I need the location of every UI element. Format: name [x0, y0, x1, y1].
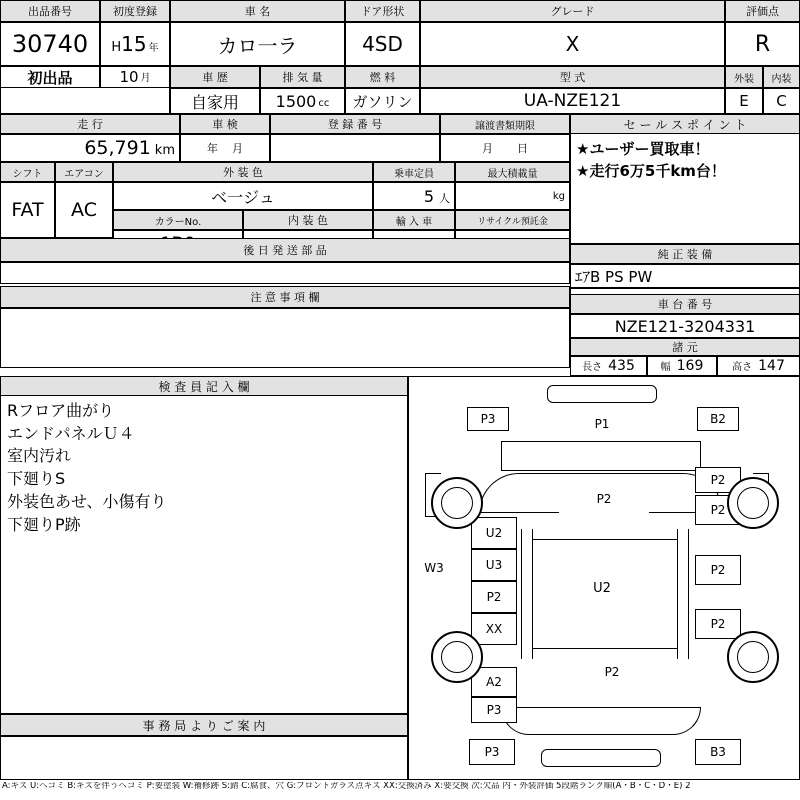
exterior-score-label: 外装 — [725, 66, 763, 88]
mark-front-right: B2 — [697, 407, 739, 431]
inspection-label: 車 検 — [180, 114, 270, 134]
height-value: 147 — [758, 358, 785, 374]
mark-left-w3: W3 — [419, 555, 449, 581]
rear-bumper — [541, 749, 661, 767]
interior-score-value: C — [763, 88, 800, 114]
first-registration-value — [100, 22, 170, 66]
exterior-color-label: 外 装 色 — [113, 162, 373, 182]
mileage-label: 走 行 — [0, 114, 180, 134]
inspection-month-unit: 月 — [232, 142, 243, 155]
transfer-day-unit: 日 — [517, 142, 528, 155]
spec-length — [570, 356, 647, 376]
width-label: 幅 — [660, 362, 671, 373]
reg-month-unit: 月 — [140, 73, 151, 84]
hood-front-panel — [501, 441, 701, 471]
spec-height — [717, 356, 800, 376]
mark-hood-center: P1 — [581, 413, 623, 435]
ac-value: AC — [55, 182, 113, 238]
seats-value — [373, 182, 455, 210]
door-shape-value: 4SD — [345, 22, 420, 66]
mark-right-p1: P2 — [695, 495, 741, 525]
office-notice-value — [0, 736, 408, 780]
inspector-note: エンドパネルＵ４ — [7, 423, 135, 443]
displacement-value — [260, 88, 345, 114]
registration-no-value — [270, 134, 440, 162]
model-code-value: UA-NZE121 — [420, 88, 725, 114]
mark-rear-left-p3: P3 — [471, 697, 517, 723]
mileage-value — [0, 134, 180, 162]
wheel-rear-right-inner — [737, 641, 769, 673]
car-name-value: カロ一ラ — [170, 22, 345, 66]
interior-color-label: 内 装 色 — [243, 210, 373, 230]
import-label: 輸 入 車 — [373, 210, 455, 230]
wheel-front-right-inner — [737, 487, 769, 519]
top-left-blank — [0, 88, 170, 114]
length-label: 長さ — [582, 362, 603, 373]
first-registration-month — [100, 66, 170, 88]
inspector-notes-label: 検 査 員 記 入 欄 — [0, 376, 408, 396]
inspection-value — [180, 134, 270, 162]
mark-left-u2: U2 — [471, 517, 517, 549]
first-exhibit-badge: 初出品 — [0, 66, 100, 88]
inspector-note: 下廻りP跡 — [7, 514, 81, 534]
reg-month: 10 — [119, 68, 139, 86]
max-load-label: 最大積載量 — [455, 162, 570, 182]
inspector-note: 室内汚れ — [7, 446, 72, 466]
first-registration-label: 初度登録 — [100, 0, 170, 22]
inspector-note: Rフロア曲がり — [7, 401, 115, 420]
transfer-month-unit: 月 — [482, 142, 493, 155]
office-notice-label: 事 務 局 よ り ご 案 内 — [0, 714, 408, 736]
model-code-label: 型 式 — [420, 66, 725, 88]
mark-rear-left-p3-2: P3 — [469, 739, 515, 765]
front-bumper — [547, 385, 657, 403]
chassis-no-value: NZE121-3204331 — [570, 314, 800, 338]
legend-text: A:キズ U:ヘコミ B:キズを伴うヘコミ P:要塗装 W:補修跡 S:錆 C:腐食、穴 G:フロントガラス点キズ XX:交換済み X:要交換 次:欠品 内・外装評価 5段階ランク順(A・B・C・D・E) 2 — [2, 782, 691, 791]
seats-unit: 人 — [439, 191, 450, 205]
seats-label: 乗車定員 — [373, 162, 455, 182]
recycle-deposit-label: リサイクル預託金 — [455, 210, 570, 230]
exterior-score-value: E — [725, 88, 763, 114]
mark-left-p2: P2 — [471, 581, 517, 613]
inspector-note: 下廻りS — [7, 469, 66, 489]
shift-label: シフト — [0, 162, 55, 182]
sales-point-line: ★走行6万5千km台！ — [576, 161, 726, 180]
width-value: 169 — [676, 358, 704, 374]
grade-label: グレード — [420, 0, 725, 22]
mark-left-u3: U3 — [471, 549, 517, 581]
spec-label: 諸 元 — [570, 338, 800, 356]
later-shipment-parts-value — [0, 262, 570, 284]
chassis-no-label: 車 台 番 号 — [570, 294, 800, 314]
notice-label: 注 意 事 項 欄 — [0, 286, 570, 308]
mark-cabin-center: U2 — [577, 575, 627, 601]
spec-width — [647, 356, 717, 376]
left-sill — [521, 529, 533, 659]
mark-right-p2-lower: P2 — [695, 609, 741, 639]
right-sill — [677, 529, 689, 659]
color-no-label: カラーNo. — [113, 210, 243, 230]
exterior-color-value: ベ一ジュ — [113, 182, 373, 210]
genuine-equipment-value: ｴｱB PS PW — [570, 264, 800, 288]
registration-no-label: 登 録 番 号 — [270, 114, 440, 134]
length-value: 435 — [608, 358, 635, 374]
lot-no-label: 出品番号 — [0, 0, 100, 22]
wheel-front-left-inner — [441, 487, 473, 519]
score-label: 評価点 — [725, 0, 800, 22]
ac-label: エアコン — [55, 162, 113, 182]
mark-roof: P2 — [559, 479, 649, 519]
rear-window-area — [501, 707, 701, 735]
mark-rear-right-b3: B3 — [695, 739, 741, 765]
reg-year: 15 — [121, 32, 147, 56]
max-load-unit: kg — [552, 190, 565, 202]
inspector-notes-list — [0, 396, 408, 714]
height-label: 高さ — [732, 362, 753, 373]
grade-value: X — [420, 22, 725, 66]
genuine-equipment-label: 純 正 装 備 — [570, 244, 800, 264]
inspector-note: 外装色あせ、小傷有り — [7, 491, 167, 511]
car-name-label: 車 名 — [170, 0, 345, 22]
sales-point-value — [570, 134, 800, 244]
seats-number: 5 — [423, 186, 434, 206]
mileage-number: 65,791 — [84, 137, 151, 159]
interior-score-label: 内装 — [763, 66, 800, 88]
sales-point-label: セ ー ル ス ポ イ ン ト — [570, 114, 800, 134]
mark-rear-p2: P2 — [589, 659, 635, 685]
car-damage-diagram — [408, 376, 800, 780]
mark-left-a2: A2 — [471, 667, 517, 697]
notice-value — [0, 308, 570, 368]
reg-era: H — [111, 40, 122, 55]
mark-right-front: P2 — [695, 467, 741, 493]
transfer-deadline-label: 譲渡書類期限 — [440, 114, 570, 134]
door-shape-label: ドア形状 — [345, 0, 420, 22]
score-value: R — [725, 22, 800, 66]
history-label: 車 歴 — [170, 66, 260, 88]
mark-right-p2-upper: P2 — [695, 555, 741, 585]
reg-year-unit: 年 — [148, 43, 159, 54]
displacement-number: 1500 — [275, 91, 317, 111]
sales-point-line: ★ユーザー買取車！ — [576, 140, 710, 158]
max-load-value — [455, 182, 570, 210]
history-value: 自家用 — [170, 88, 260, 114]
later-shipment-parts-label: 後 日 発 送 部 品 — [0, 238, 570, 262]
mark-front-left: P3 — [467, 407, 509, 431]
wheel-rear-left-inner — [441, 641, 473, 673]
inspection-year-unit: 年 — [207, 142, 218, 155]
displacement-unit: cc — [318, 97, 330, 109]
fuel-value: ガソリン — [345, 88, 420, 114]
shift-value: FAT — [0, 182, 55, 238]
lot-no-value: 30740 — [0, 22, 100, 66]
displacement-label: 排 気 量 — [260, 66, 345, 88]
mileage-unit: km — [154, 143, 175, 158]
mark-left-xx: XX — [471, 613, 517, 645]
transfer-deadline-value — [440, 134, 570, 162]
fuel-label: 燃 料 — [345, 66, 420, 88]
